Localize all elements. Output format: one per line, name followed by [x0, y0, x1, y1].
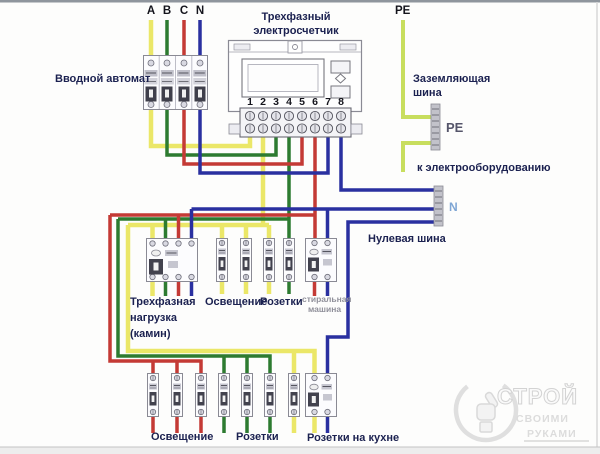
neutral-bus-bar — [434, 186, 443, 226]
bottom-bar — [0, 447, 600, 454]
terminal-number: 7 — [325, 96, 331, 108]
watermark-line3: РУКАМИ — [527, 428, 577, 440]
terminal-number: 2 — [260, 96, 266, 108]
pe-bus-bar — [431, 104, 440, 150]
mid-sockets-label: Розетки — [260, 296, 303, 308]
three-phase-load-label-line2: нагрузка — [130, 312, 177, 324]
breaker-bottom-lighting-2 — [172, 374, 183, 417]
rcd-three-phase-load — [147, 239, 198, 282]
watermark-line2: СВОИМИ — [516, 413, 569, 425]
breaker-kitchen — [289, 374, 300, 417]
breaker-lighting-1 — [217, 239, 228, 282]
rcd-washing-machine — [306, 239, 337, 282]
terminal-number: 1 — [247, 96, 253, 108]
electricity-meter — [229, 41, 363, 138]
meter-title-line2: электросчетчик — [253, 25, 339, 37]
bottom-sockets-label: Розетки — [236, 431, 279, 443]
thumbs-up-icon — [477, 391, 499, 432]
neutral-bus-label: Нулевая шина — [368, 233, 446, 245]
pe-top-label: PE — [395, 5, 411, 17]
mid-lighting-label: Освещение — [205, 296, 268, 308]
ground-bus-label-line2: шина — [413, 87, 442, 99]
n-bus-label: N — [449, 200, 458, 214]
input-breaker — [144, 56, 208, 110]
phase-label-c: C — [179, 5, 189, 17]
bottom-lighting-label: Освещение — [151, 431, 214, 443]
phase-labels — [147, 5, 204, 17]
meter-title-line1: Трехфазный — [261, 11, 331, 23]
terminal-number: 4 — [286, 96, 292, 108]
washing-machine-label-line1: стиральная — [302, 294, 352, 304]
phase-label-n: N — [195, 5, 205, 17]
breaker-bottom-lighting-1 — [148, 374, 159, 417]
watermark-line1: СТРОЙ — [497, 384, 579, 409]
to-equipment-label: к электрооборудованию — [417, 162, 551, 174]
watermark-logo — [444, 368, 589, 452]
ground-bus-label-line1: Заземляющая — [413, 73, 491, 85]
phase-label-b: B — [162, 5, 172, 17]
three-phase-load-label-line1: Трехфазная — [130, 296, 196, 308]
washing-machine-label-line2: машина — [308, 304, 342, 314]
breaker-sockets-2 — [284, 239, 295, 282]
phase-label-a: A — [146, 5, 156, 17]
three-phase-load-label-line3: (камин) — [130, 328, 171, 340]
meter-button-top — [331, 61, 350, 73]
input-breaker-label: Вводной автомат — [55, 73, 151, 85]
meter-terminal-block — [229, 108, 362, 137]
terminal-number: 8 — [338, 96, 344, 108]
pe-bus-label: PE — [446, 120, 464, 135]
breaker-bottom-lighting-3 — [196, 374, 207, 417]
terminal-number: 6 — [312, 96, 318, 108]
top-edge — [0, 0, 600, 3]
breaker-sockets-1 — [264, 239, 275, 282]
rcd-kitchen-sockets — [306, 374, 337, 417]
breaker-bottom-sockets-1 — [219, 374, 230, 417]
breaker-bottom-sockets-3 — [265, 374, 276, 417]
breaker-lighting-2 — [241, 239, 252, 282]
terminal-number: 5 — [299, 96, 305, 108]
kitchen-sockets-label: Розетки на кухне — [307, 432, 400, 444]
terminal-number: 3 — [273, 96, 279, 108]
breaker-bottom-sockets-2 — [242, 374, 253, 417]
